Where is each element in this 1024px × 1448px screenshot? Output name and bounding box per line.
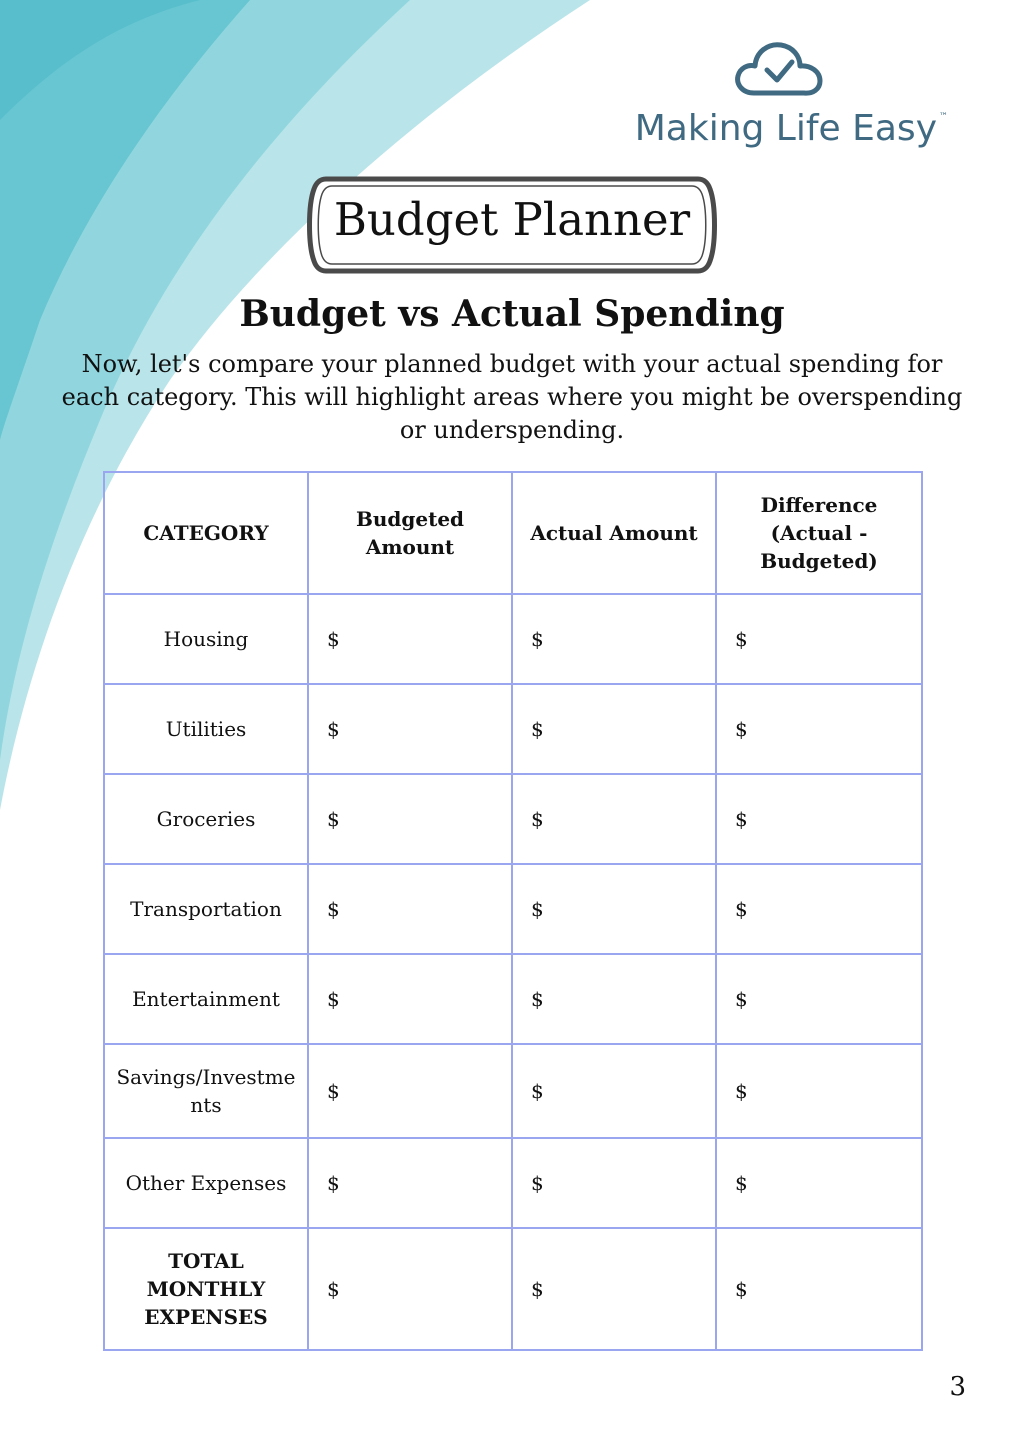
total-actual-field[interactable]: $ — [512, 1228, 716, 1350]
budgeted-amount-field[interactable]: $ — [308, 774, 512, 864]
difference-field[interactable]: $ — [716, 864, 922, 954]
category-cell: Utilities — [104, 684, 308, 774]
actual-amount-field[interactable]: $ — [512, 684, 716, 774]
budgeted-amount-field[interactable]: $ — [308, 684, 512, 774]
brand-name — [635, 108, 946, 149]
actual-amount-field[interactable]: $ — [512, 1138, 716, 1228]
table-row — [104, 864, 922, 954]
header-difference: Difference (Actual - Budgeted) — [716, 472, 922, 594]
budgeted-amount-field[interactable]: $ — [308, 1138, 512, 1228]
actual-amount-field[interactable]: $ — [512, 864, 716, 954]
actual-amount-field[interactable]: $ — [512, 954, 716, 1044]
budgeted-amount-field[interactable]: $ — [308, 954, 512, 1044]
difference-field[interactable]: $ — [716, 1138, 922, 1228]
page-number: 3 — [949, 1372, 966, 1402]
table-row — [104, 684, 922, 774]
budgeted-amount-field[interactable]: $ — [308, 1044, 512, 1138]
table-row — [104, 594, 922, 684]
difference-field[interactable]: $ — [716, 774, 922, 864]
category-cell: Groceries — [104, 774, 308, 864]
table-row — [104, 1044, 922, 1138]
actual-amount-field[interactable]: $ — [512, 774, 716, 864]
header-actual: Actual Amount — [512, 472, 716, 594]
actual-amount-field[interactable]: $ — [512, 594, 716, 684]
header-category: CATEGORY — [104, 472, 308, 594]
actual-amount-field[interactable]: $ — [512, 1044, 716, 1138]
table-header-row — [104, 472, 922, 594]
table-row — [104, 954, 922, 1044]
total-label-cell: TOTAL MONTHLY EXPENSES — [104, 1228, 308, 1350]
difference-field[interactable]: $ — [716, 954, 922, 1044]
category-cell: Entertainment — [104, 954, 308, 1044]
total-row — [104, 1228, 922, 1350]
total-difference-field[interactable]: $ — [716, 1228, 922, 1350]
difference-field[interactable]: $ — [716, 684, 922, 774]
table-row — [104, 774, 922, 864]
header-budgeted: Budgeted Amount — [308, 472, 512, 594]
intro-paragraph: Now, let's compare your planned budget with your actual spending for each category. This will highlight areas where you might be overspending or underspending. — [61, 350, 963, 444]
table-row — [104, 1138, 922, 1228]
trademark-mark: ™ — [939, 112, 948, 122]
category-cell: Savings/Investments — [104, 1044, 308, 1138]
cloud-check-icon — [734, 38, 824, 98]
budgeted-amount-field[interactable]: $ — [308, 594, 512, 684]
page-title: Budget Planner — [333, 193, 691, 246]
category-cell: Housing — [104, 594, 308, 684]
category-cell: Transportation — [104, 864, 308, 954]
brand-name-text: Making Life Easy — [634, 108, 937, 149]
category-cell: Other Expenses — [104, 1138, 308, 1228]
section-heading: Budget vs Actual Spending — [239, 293, 785, 335]
total-budgeted-field[interactable]: $ — [308, 1228, 512, 1350]
budgeted-amount-field[interactable]: $ — [308, 864, 512, 954]
budget-table — [103, 471, 923, 1351]
difference-field[interactable]: $ — [716, 1044, 922, 1138]
difference-field[interactable]: $ — [716, 594, 922, 684]
